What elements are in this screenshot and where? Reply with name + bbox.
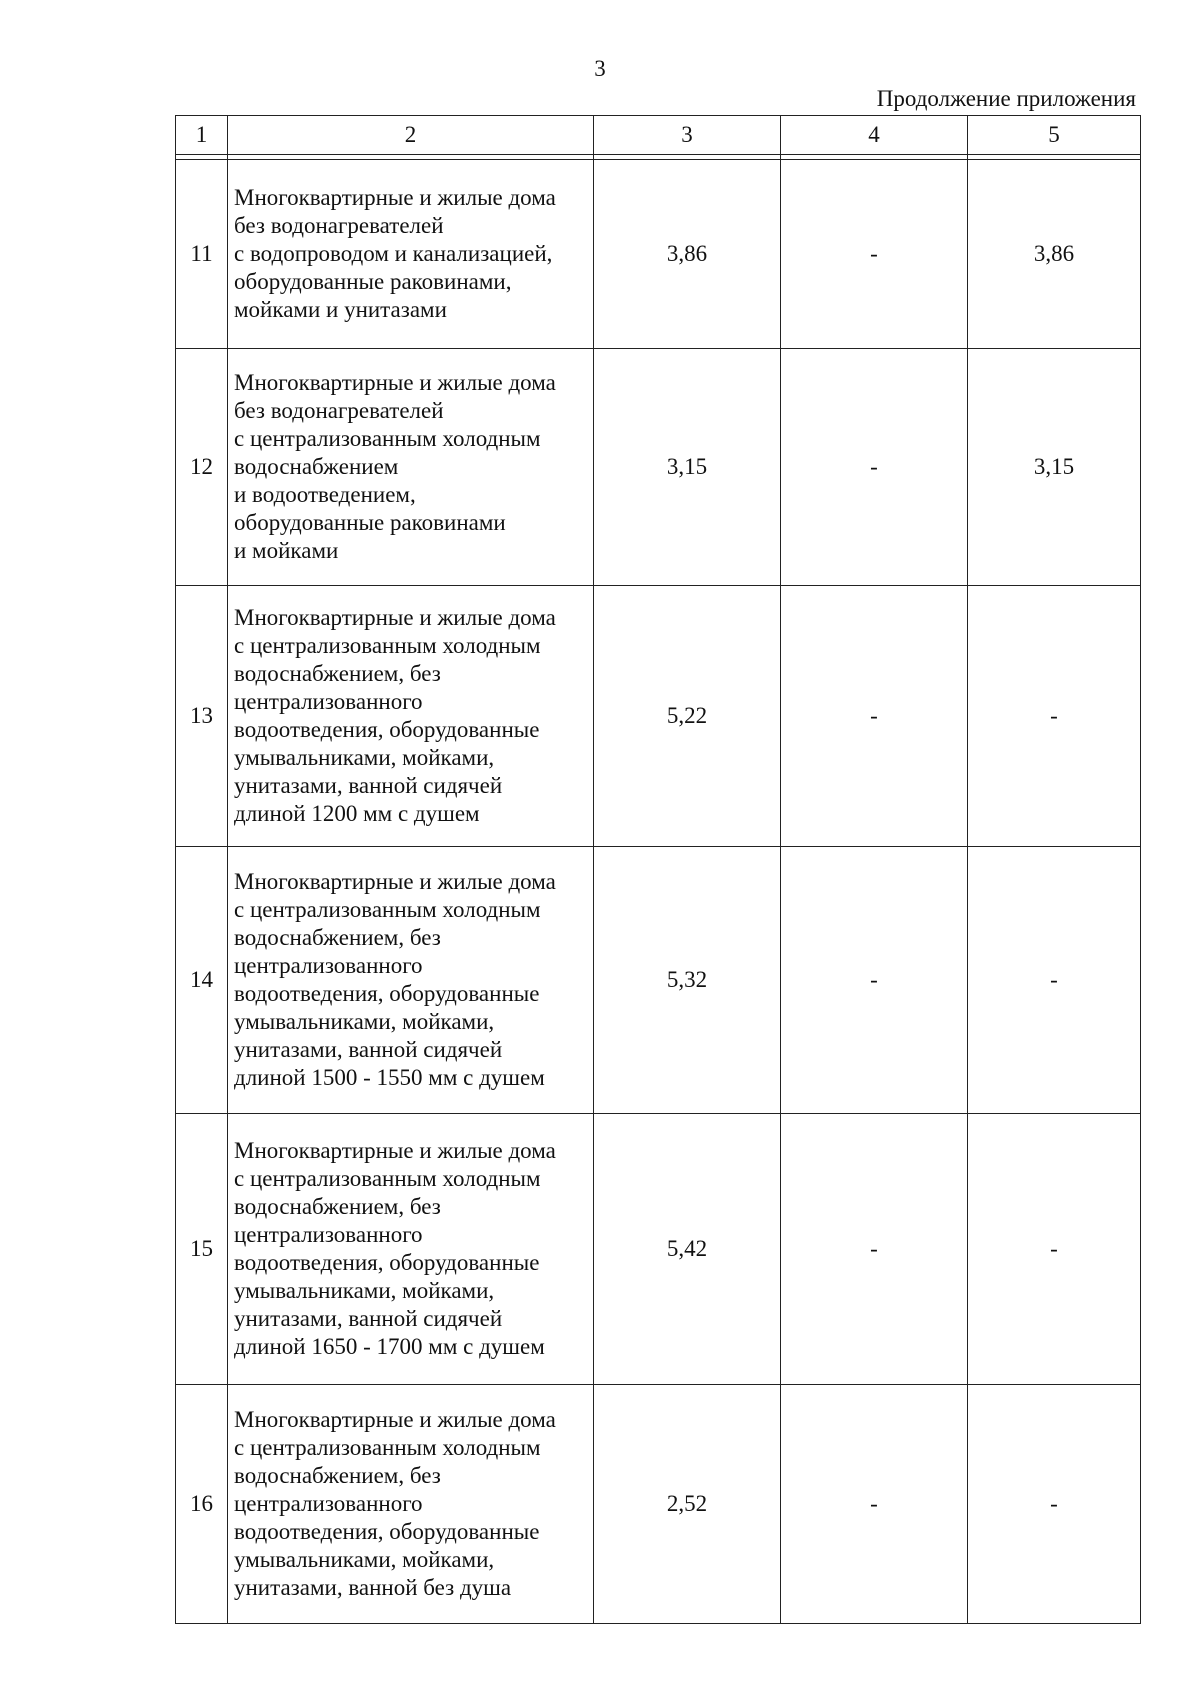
description-line: оборудованные раковинами (234, 510, 506, 535)
description-cell (228, 586, 594, 847)
row-number-cell: 12 (176, 349, 228, 586)
value-cell-col3: 2,52 (594, 1385, 781, 1624)
header-cell: 2 (228, 116, 594, 155)
description-line: без водонагревателей (234, 213, 444, 238)
row-number-cell: 16 (176, 1385, 228, 1624)
value-cell-col3: 3,86 (594, 160, 781, 349)
table-row (176, 586, 1141, 847)
value-cell-col4: - (781, 586, 968, 847)
header-cell: 3 (594, 116, 781, 155)
description-line: и водоотведением, (234, 482, 416, 507)
description-line: длиной 1650 - 1700 мм с душем (234, 1334, 545, 1359)
description-line: унитазами, ванной сидячей (234, 1306, 503, 1331)
value-cell-col5: 3,15 (968, 349, 1141, 586)
description-line: унитазами, ванной сидячей (234, 1037, 503, 1062)
header-cell: 1 (176, 116, 228, 155)
value-cell-col4: - (781, 1385, 968, 1624)
value-cell-col5: - (968, 1385, 1141, 1624)
description-line: водоснабжением, без (234, 1463, 441, 1488)
description-line: умывальниками, мойками, (234, 1547, 495, 1572)
value-cell-col4: - (781, 847, 968, 1114)
row-number-cell: 14 (176, 847, 228, 1114)
description-line: Многоквартирные и жилые дома (234, 1138, 556, 1163)
description-line: длиной 1500 - 1550 мм с душем (234, 1065, 545, 1090)
row-number-cell: 15 (176, 1114, 228, 1385)
description-line: с централизованным холодным (234, 1166, 541, 1191)
description-line: и мойками (234, 538, 339, 563)
value-cell-col3: 5,42 (594, 1114, 781, 1385)
value-cell-col5: - (968, 586, 1141, 847)
description-line: длиной 1200 мм с душем (234, 801, 480, 826)
description-line: с централизованным холодным (234, 1435, 541, 1460)
description-line: оборудованные раковинами, (234, 269, 512, 294)
description-cell (228, 1385, 594, 1624)
appendix-table (175, 115, 1141, 1624)
description-line: централизованного (234, 1222, 423, 1247)
description-line: с водопроводом и канализацией, (234, 241, 553, 266)
value-cell-col3: 5,22 (594, 586, 781, 847)
description-line: унитазами, ванной сидячей (234, 773, 503, 798)
description-line: водоснабжением (234, 454, 399, 479)
value-cell-col5: 3,86 (968, 160, 1141, 349)
description-cell (228, 160, 594, 349)
description-line: Многоквартирные и жилые дома (234, 370, 556, 395)
table-row (176, 847, 1141, 1114)
description-line: водоотведения, оборудованные (234, 717, 540, 742)
description-line: Многоквартирные и жилые дома (234, 185, 556, 210)
description-line: мойками и унитазами (234, 297, 447, 322)
description-line: водоснабжением, без (234, 925, 441, 950)
description-line: водоотведения, оборудованные (234, 981, 540, 1006)
header-cell: 5 (968, 116, 1141, 155)
description-cell (228, 1114, 594, 1385)
description-line: без водонагревателей (234, 398, 444, 423)
table-header-row (176, 116, 1141, 155)
description-line: Многоквартирные и жилые дома (234, 1407, 556, 1432)
description-cell (228, 349, 594, 586)
description-line: водоотведения, оборудованные (234, 1250, 540, 1275)
table-row (176, 349, 1141, 586)
table-row (176, 1385, 1141, 1624)
row-number-cell: 13 (176, 586, 228, 847)
value-cell-col5: - (968, 1114, 1141, 1385)
description-line: с централизованным холодным (234, 633, 541, 658)
continuation-label: Продолжение приложения (876, 86, 1136, 111)
description-cell (228, 847, 594, 1114)
header-cell: 4 (781, 116, 968, 155)
description-line: централизованного (234, 689, 423, 714)
description-line: умывальниками, мойками, (234, 1009, 495, 1034)
value-cell-col4: - (781, 1114, 968, 1385)
value-cell-col3: 3,15 (594, 349, 781, 586)
table-row (176, 1114, 1141, 1385)
value-cell-col3: 5,32 (594, 847, 781, 1114)
description-line: водоснабжением, без (234, 661, 441, 686)
value-cell-col4: - (781, 160, 968, 349)
table-row (176, 160, 1141, 349)
description-line: умывальниками, мойками, (234, 1278, 495, 1303)
value-cell-col5: - (968, 847, 1141, 1114)
description-line: Многоквартирные и жилые дома (234, 605, 556, 630)
description-line: централизованного (234, 953, 423, 978)
value-cell-col4: - (781, 349, 968, 586)
description-line: Многоквартирные и жилые дома (234, 869, 556, 894)
description-line: централизованного (234, 1491, 423, 1516)
description-line: с централизованным холодным (234, 897, 541, 922)
description-line: с централизованным холодным (234, 426, 541, 451)
description-line: унитазами, ванной без душа (234, 1575, 512, 1600)
page-number: 3 (594, 56, 606, 81)
description-line: водоснабжением, без (234, 1194, 441, 1219)
row-number-cell: 11 (176, 160, 228, 349)
description-line: водоотведения, оборудованные (234, 1519, 540, 1544)
description-line: умывальниками, мойками, (234, 745, 495, 770)
